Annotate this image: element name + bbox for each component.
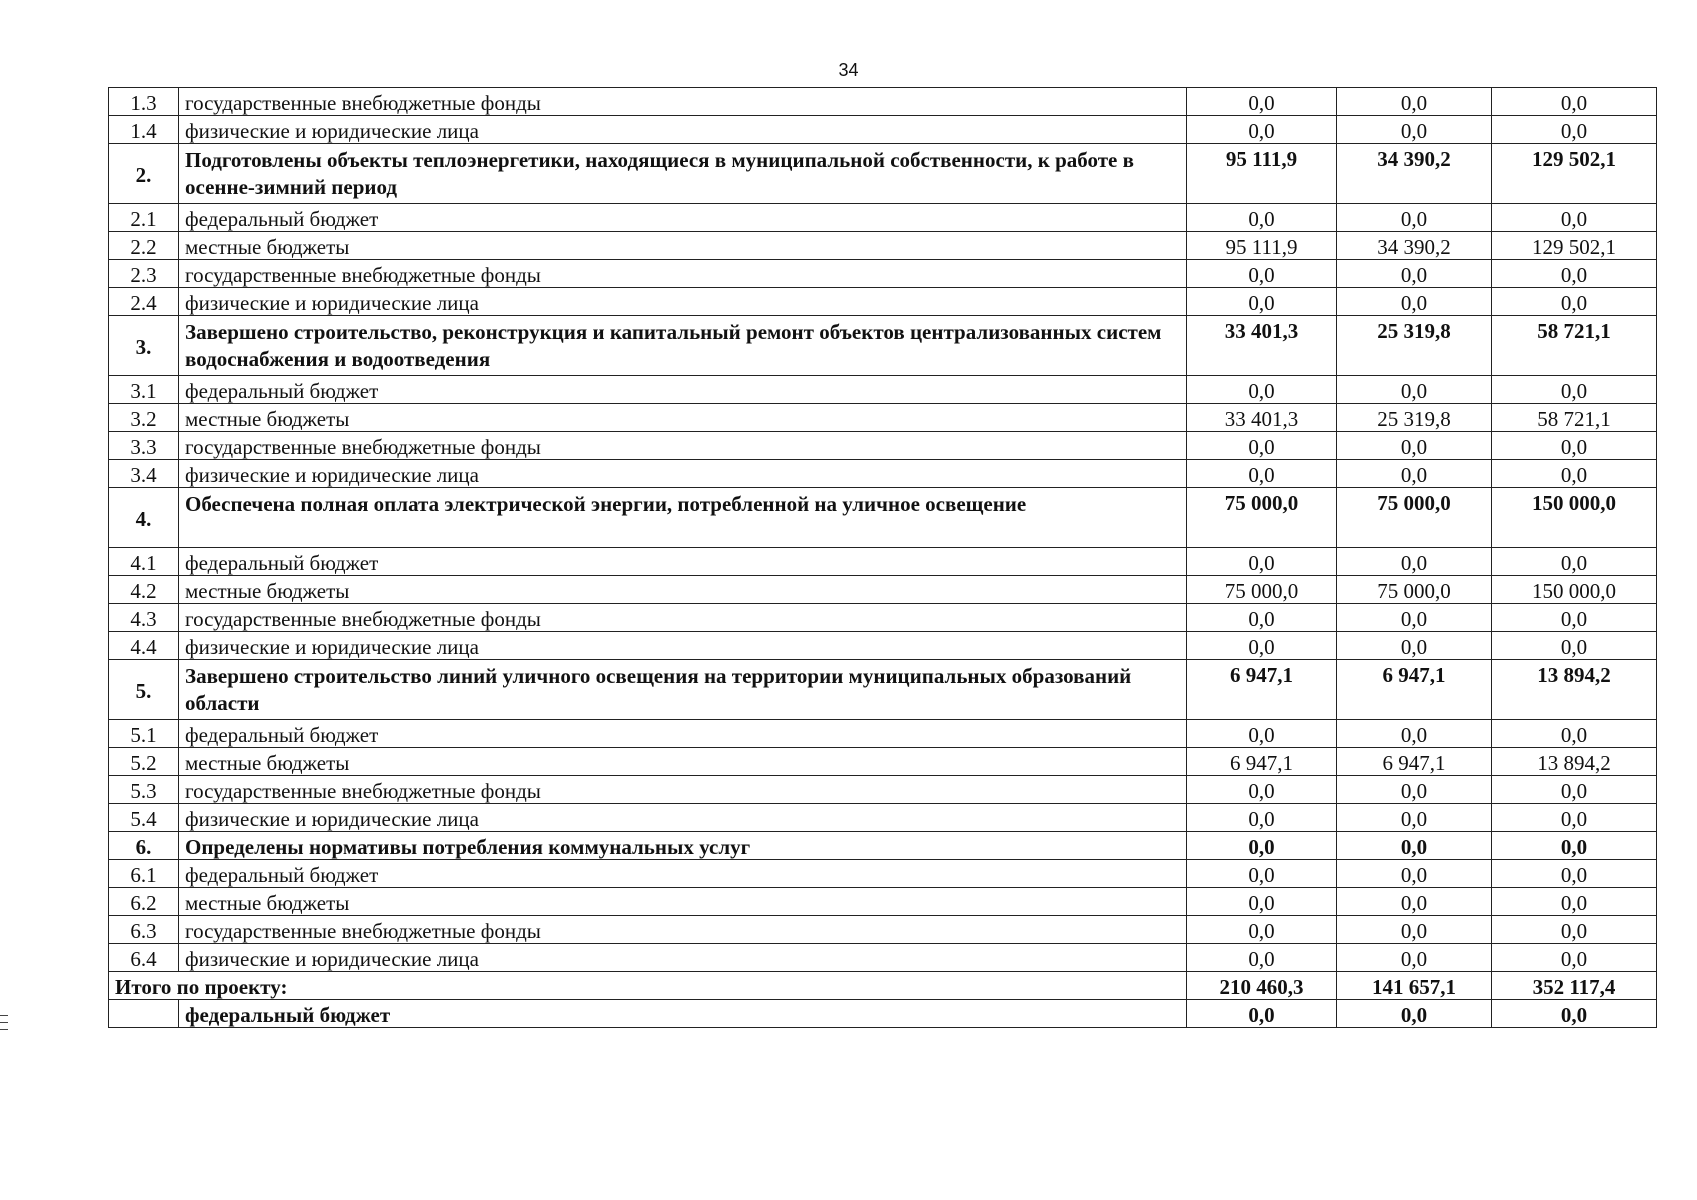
- row-label: Определены нормативы потребления коммунальных услуг: [179, 832, 1187, 860]
- row-number: 5.3: [109, 776, 179, 804]
- total-col-2: 141 657,1: [1337, 972, 1492, 1000]
- table-row: [109, 116, 1657, 144]
- row-label: государственные внебюджетные фонды: [179, 776, 1187, 804]
- table-row: [109, 944, 1657, 972]
- table-row: [109, 204, 1657, 232]
- margin-tick: [0, 1022, 8, 1023]
- value-col-3: 0,0: [1492, 460, 1657, 488]
- row-number: 4.4: [109, 632, 179, 660]
- row-label: физические и юридические лица: [179, 944, 1187, 972]
- table-row: [109, 376, 1657, 404]
- value-col-1: 95 111,9: [1187, 232, 1337, 260]
- value-col-2: 34 390,2: [1337, 232, 1492, 260]
- row-number: 3.1: [109, 376, 179, 404]
- value-col-2: 0,0: [1337, 604, 1492, 632]
- table-row: [109, 232, 1657, 260]
- row-label: федеральный бюджет: [179, 720, 1187, 748]
- row-label: Подготовлены объекты теплоэнергетики, находящиеся в муниципальной собственности, к работе в осенне-зимний период: [179, 144, 1187, 204]
- table-row: [109, 1000, 1657, 1028]
- row-label: физические и юридические лица: [179, 116, 1187, 144]
- budget-table-body: [109, 88, 1657, 1028]
- value-col-3: 0,0: [1492, 1000, 1657, 1028]
- row-number: 4.: [109, 488, 179, 548]
- row-number: 3.4: [109, 460, 179, 488]
- value-col-3: 0,0: [1492, 432, 1657, 460]
- row-label: федеральный бюджет: [179, 204, 1187, 232]
- value-col-3: 0,0: [1492, 832, 1657, 860]
- value-col-2: 34 390,2: [1337, 144, 1492, 204]
- value-col-1: 6 947,1: [1187, 660, 1337, 720]
- value-col-1: 0,0: [1187, 944, 1337, 972]
- table-row: [109, 88, 1657, 116]
- value-col-1: 0,0: [1187, 432, 1337, 460]
- value-col-3: 0,0: [1492, 88, 1657, 116]
- table-row: [109, 748, 1657, 776]
- value-col-2: 0,0: [1337, 860, 1492, 888]
- row-number: 4.2: [109, 576, 179, 604]
- table-row: [109, 432, 1657, 460]
- value-col-1: 75 000,0: [1187, 576, 1337, 604]
- value-col-1: 33 401,3: [1187, 316, 1337, 376]
- value-col-1: 0,0: [1187, 776, 1337, 804]
- row-number: 1.3: [109, 88, 179, 116]
- row-number: 2.4: [109, 288, 179, 316]
- table-row: [109, 488, 1657, 548]
- row-number: 4.1: [109, 548, 179, 576]
- row-label: государственные внебюджетные фонды: [179, 916, 1187, 944]
- row-number: 6.: [109, 832, 179, 860]
- value-col-3: 0,0: [1492, 860, 1657, 888]
- value-col-3: 0,0: [1492, 776, 1657, 804]
- value-col-3: 0,0: [1492, 116, 1657, 144]
- value-col-1: 0,0: [1187, 260, 1337, 288]
- value-col-3: 0,0: [1492, 288, 1657, 316]
- value-col-1: 0,0: [1187, 860, 1337, 888]
- value-col-1: 6 947,1: [1187, 748, 1337, 776]
- value-col-3: 150 000,0: [1492, 576, 1657, 604]
- value-col-1: 95 111,9: [1187, 144, 1337, 204]
- value-col-1: 0,0: [1187, 116, 1337, 144]
- total-col-1: 210 460,3: [1187, 972, 1337, 1000]
- row-number: 2.: [109, 144, 179, 204]
- value-col-2: 0,0: [1337, 88, 1492, 116]
- row-number: 2.3: [109, 260, 179, 288]
- value-col-2: 0,0: [1337, 776, 1492, 804]
- value-col-3: 0,0: [1492, 804, 1657, 832]
- row-label: Обеспечена полная оплата электрической энергии, потребленной на уличное освещение: [179, 488, 1187, 548]
- value-col-1: 0,0: [1187, 604, 1337, 632]
- row-label: федеральный бюджет: [179, 548, 1187, 576]
- row-number: 6.4: [109, 944, 179, 972]
- value-col-1: 0,0: [1187, 288, 1337, 316]
- value-col-1: 0,0: [1187, 460, 1337, 488]
- table-row: [109, 260, 1657, 288]
- row-label: Завершено строительство, реконструкция и капитальный ремонт объектов централизованных систем водоснабжения и водоотведения: [179, 316, 1187, 376]
- page-number: 34: [838, 60, 859, 80]
- value-col-1: 0,0: [1187, 832, 1337, 860]
- value-col-1: 0,0: [1187, 204, 1337, 232]
- value-col-2: 75 000,0: [1337, 576, 1492, 604]
- value-col-2: 0,0: [1337, 260, 1492, 288]
- table-row: [109, 460, 1657, 488]
- row-label: федеральный бюджет: [179, 860, 1187, 888]
- value-col-1: 75 000,0: [1187, 488, 1337, 548]
- table-row: [109, 548, 1657, 576]
- budget-table: [108, 87, 1657, 1028]
- value-col-1: 0,0: [1187, 888, 1337, 916]
- value-col-3: 0,0: [1492, 632, 1657, 660]
- row-label: федеральный бюджет: [179, 1000, 1187, 1028]
- value-col-2: 0,0: [1337, 832, 1492, 860]
- value-col-1: 0,0: [1187, 1000, 1337, 1028]
- value-col-3: 0,0: [1492, 944, 1657, 972]
- table-row: [109, 660, 1657, 720]
- row-label: государственные внебюджетные фонды: [179, 604, 1187, 632]
- value-col-2: 6 947,1: [1337, 660, 1492, 720]
- row-number: [109, 1000, 179, 1028]
- value-col-2: 0,0: [1337, 548, 1492, 576]
- value-col-2: 0,0: [1337, 1000, 1492, 1028]
- value-col-2: 0,0: [1337, 376, 1492, 404]
- value-col-1: 0,0: [1187, 916, 1337, 944]
- value-col-2: 0,0: [1337, 888, 1492, 916]
- value-col-2: 0,0: [1337, 204, 1492, 232]
- table-row: [109, 776, 1657, 804]
- value-col-2: 0,0: [1337, 432, 1492, 460]
- row-label: федеральный бюджет: [179, 376, 1187, 404]
- value-col-2: 0,0: [1337, 460, 1492, 488]
- value-col-3: 58 721,1: [1492, 316, 1657, 376]
- value-col-3: 13 894,2: [1492, 660, 1657, 720]
- row-label: государственные внебюджетные фонды: [179, 88, 1187, 116]
- row-number: 3.: [109, 316, 179, 376]
- table-row: [109, 144, 1657, 204]
- row-label: физические и юридические лица: [179, 804, 1187, 832]
- row-number: 5.2: [109, 748, 179, 776]
- value-col-1: 0,0: [1187, 720, 1337, 748]
- value-col-3: 0,0: [1492, 376, 1657, 404]
- row-label: местные бюджеты: [179, 576, 1187, 604]
- row-number: 5.1: [109, 720, 179, 748]
- row-label: физические и юридические лица: [179, 460, 1187, 488]
- table-row: [109, 860, 1657, 888]
- value-col-3: 0,0: [1492, 720, 1657, 748]
- value-col-3: 0,0: [1492, 888, 1657, 916]
- total-label: Итого по проекту:: [109, 972, 1187, 1000]
- value-col-1: 0,0: [1187, 88, 1337, 116]
- value-col-3: 150 000,0: [1492, 488, 1657, 548]
- row-label: физические и юридические лица: [179, 288, 1187, 316]
- row-number: 6.2: [109, 888, 179, 916]
- table-row: [109, 604, 1657, 632]
- row-label: государственные внебюджетные фонды: [179, 432, 1187, 460]
- table-row: [109, 576, 1657, 604]
- row-number: 3.3: [109, 432, 179, 460]
- row-number: 6.1: [109, 860, 179, 888]
- row-number: 1.4: [109, 116, 179, 144]
- value-col-3: 129 502,1: [1492, 144, 1657, 204]
- row-label: государственные внебюджетные фонды: [179, 260, 1187, 288]
- margin-tick: [0, 1015, 8, 1016]
- value-col-2: 0,0: [1337, 116, 1492, 144]
- table-row: [109, 832, 1657, 860]
- margin-tick: [0, 1029, 8, 1030]
- value-col-2: 0,0: [1337, 288, 1492, 316]
- row-number: 4.3: [109, 604, 179, 632]
- value-col-3: 58 721,1: [1492, 404, 1657, 432]
- row-number: 5.: [109, 660, 179, 720]
- table-row: [109, 316, 1657, 376]
- value-col-2: 75 000,0: [1337, 488, 1492, 548]
- value-col-2: 0,0: [1337, 944, 1492, 972]
- value-col-3: 13 894,2: [1492, 748, 1657, 776]
- row-number: 3.2: [109, 404, 179, 432]
- total-row: [109, 972, 1657, 1000]
- table-row: [109, 632, 1657, 660]
- value-col-3: 0,0: [1492, 604, 1657, 632]
- table-row: [109, 916, 1657, 944]
- value-col-3: 129 502,1: [1492, 232, 1657, 260]
- value-col-1: 33 401,3: [1187, 404, 1337, 432]
- row-label: местные бюджеты: [179, 888, 1187, 916]
- value-col-2: 0,0: [1337, 916, 1492, 944]
- total-col-3: 352 117,4: [1492, 972, 1657, 1000]
- value-col-3: 0,0: [1492, 916, 1657, 944]
- value-col-2: 6 947,1: [1337, 748, 1492, 776]
- table-row: [109, 804, 1657, 832]
- value-col-1: 0,0: [1187, 376, 1337, 404]
- row-label: местные бюджеты: [179, 232, 1187, 260]
- value-col-3: 0,0: [1492, 548, 1657, 576]
- value-col-3: 0,0: [1492, 204, 1657, 232]
- row-label: Завершено строительство линий уличного освещения на территории муниципальных образований области: [179, 660, 1187, 720]
- row-number: 6.3: [109, 916, 179, 944]
- table-row: [109, 288, 1657, 316]
- row-label: местные бюджеты: [179, 748, 1187, 776]
- value-col-1: 0,0: [1187, 548, 1337, 576]
- row-number: 2.1: [109, 204, 179, 232]
- table-row: [109, 404, 1657, 432]
- row-label: местные бюджеты: [179, 404, 1187, 432]
- table-row: [109, 720, 1657, 748]
- table-row: [109, 888, 1657, 916]
- budget-table-sheet: [108, 87, 1656, 1028]
- row-label: физические и юридические лица: [179, 632, 1187, 660]
- value-col-2: 25 319,8: [1337, 316, 1492, 376]
- value-col-1: 0,0: [1187, 632, 1337, 660]
- value-col-2: 0,0: [1337, 632, 1492, 660]
- value-col-1: 0,0: [1187, 804, 1337, 832]
- value-col-2: 0,0: [1337, 720, 1492, 748]
- value-col-2: 25 319,8: [1337, 404, 1492, 432]
- row-number: 2.2: [109, 232, 179, 260]
- value-col-2: 0,0: [1337, 804, 1492, 832]
- value-col-3: 0,0: [1492, 260, 1657, 288]
- row-number: 5.4: [109, 804, 179, 832]
